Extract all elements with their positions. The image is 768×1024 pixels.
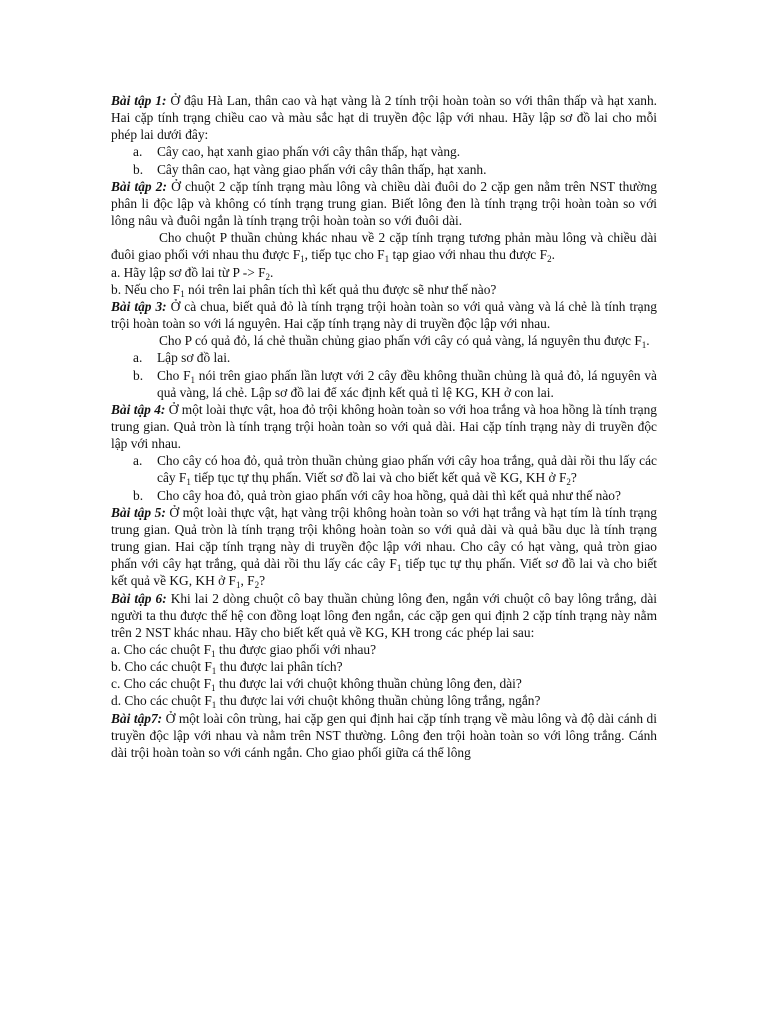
- exercise-text: Ở chuột 2 cặp tính trạng màu lông và chiều dài đuôi do 2 cặp gen nằm trên NST thường phân li độc lập và không có tính trạng trung gian. Biết lông đen là tính trạng trội hoàn toàn so với lông nâu và đuôi ngắn là tính trạng trội hoàn toàn so với đuôi dài.: [111, 178, 658, 229]
- text: tiếp tục tự thụ phấn. Viết sơ đồ lai và cho biết kết quả về KG, KH ở F: [190, 470, 567, 486]
- subscript: 1: [211, 700, 217, 711]
- list-marker: a.: [133, 144, 143, 160]
- subscript: 1: [211, 649, 216, 659]
- exercise-text: Ở cà chua, biết quả đỏ là tính trạng trội hoàn toàn so với quả vàng và lá chẻ là tính trạng trội hoàn toàn so với lá nguyên. Hai cặp tính trạng này di truyền độc lập với nhau.: [111, 298, 658, 332]
- exercise-3-paragraph: [111, 332, 657, 349]
- text: Cho P có quả đỏ, lá chẻ thuần chủng giao phấn với cây có quả vàng, lá nguyên thu được F: [159, 333, 642, 349]
- text: tiếp tục tự thụ phấn. Viết sơ đồ lai và cho biết kết quả về KG, KH ở F: [111, 556, 657, 589]
- exercise-2-question-a: [111, 264, 657, 281]
- list-marker: a.: [133, 350, 143, 366]
- exercise-4: [111, 401, 657, 452]
- text: ?: [259, 573, 266, 589]
- subscript: 2: [547, 254, 552, 265]
- exercise-6: [111, 590, 657, 641]
- exercise-text: Ở đậu Hà Lan, thân cao và hạt vàng là 2 tính trội hoàn toàn so với thân thấp và hạt xanh. Hai cặp tính trạng chiều cao và màu sắc hạt di truyền độc lập với nhau. Hãy lập sơ đồ lai cho mỗi phép lai dưới đây:: [111, 93, 657, 143]
- list-item-text: Lập sơ đồ lai.: [157, 350, 231, 366]
- exercise-text: Khi lai 2 dòng chuột cô bay thuần chủng lông đen, ngắn với chuột cô bay lông trắng, dài người ta thu được thế hệ con đồng loạt lông đen ngắn, các cặp gen qui định 2 cặp tính trạng này nằm trên 2 NST khác nhau. Hãy cho biết kết quả về KG, KH trong các phép lai sau:: [111, 590, 658, 640]
- text: thu được lai với chuột không thuần chủng lông trắng, ngắn?: [216, 693, 541, 709]
- list-item: [111, 143, 657, 160]
- text: Cho cây có hoa đỏ, quả tròn thuần chủng giao phấn với cây hoa trắng, quả dài rồi thu lấy các cây F: [157, 453, 657, 486]
- exercise-6-question-b: [111, 658, 657, 675]
- exercise-3: [111, 298, 657, 332]
- subscript: 1: [396, 563, 402, 574]
- text: .: [270, 264, 274, 280]
- text: .: [551, 247, 555, 263]
- list-item: [111, 452, 657, 486]
- text: , F: [240, 573, 255, 589]
- list-item: [111, 161, 657, 178]
- text: Cho chuột P thuần chủng khác nhau về 2 cặp tính trạng tương phản màu lông và chiều dài đuôi giao phối với nhau thu được F: [111, 230, 657, 263]
- text: Cho F: [157, 367, 191, 383]
- exercise-4-list: [111, 452, 657, 503]
- text: nói trên lai phân tích thì kết quả thu được sẽ như thế nào?: [184, 281, 497, 297]
- subscript: 1: [384, 254, 390, 265]
- exercise-title: Bài tập 1:: [111, 93, 167, 108]
- list-item-text: Cây thân cao, hạt vàng giao phấn với cây thân thấp, hạt xanh.: [157, 161, 487, 177]
- subscript: 1: [180, 288, 185, 299]
- subscript: 1: [211, 666, 217, 677]
- subscript: 1: [235, 580, 241, 591]
- list-item-text: Cho cây hoa đỏ, quả tròn giao phấn với cây hoa hồng, quả dài thì kết quả như thế nào?: [157, 487, 621, 503]
- text: thu được giao phối với nhau?: [215, 642, 377, 657]
- exercise-title: Bài tập 4:: [111, 401, 166, 417]
- subscript: 2: [566, 477, 571, 488]
- exercise-5: [111, 504, 657, 590]
- text: b. Nếu cho F: [111, 281, 181, 297]
- exercise-text: Ở một loài côn trùng, hai cặp gen qui định hai cặp tính trạng về màu lông và độ dài cánh di truyền độc lập với nhau và nằm trên NST thường. Lông đen trội hoàn toàn so với lông trắng. Cánh dài trội hoàn toàn so với cánh ngắn. Cho giao phối giữa cá thể lông: [111, 710, 657, 760]
- text: Ở một loài thực vật, hạt vàng trội không hoàn toàn so với hạt trắng và hạt tím là tính trạng trung gian. Quả tròn là tính trạng trội không hoàn toàn so với quả dài và quả bầu dục là tính trạng trung gian. Hai cặp tính trạng này di truyền độc lập với nhau. Cho cây có hạt vàng, quả tròn giao phấn với cây hạt trắng, quả dài rồi thu lấy các cây F: [111, 504, 657, 572]
- list-marker: b.: [133, 367, 144, 383]
- exercise-7: [111, 710, 657, 761]
- text: a. Hãy lập sơ đồ lai từ P -> F: [111, 264, 266, 280]
- exercise-1-list: [111, 143, 657, 177]
- subscript: 1: [186, 477, 191, 488]
- text: d. Cho các chuột F: [111, 693, 212, 709]
- document-page: [111, 92, 657, 761]
- text: nói trên giao phấn lần lượt với 2 cây đều không thuần chủng là quả đỏ, lá nguyên và quả vàng, lá chẻ. Lập sơ đồ lai để xác định kết quả tỉ lệ KG, KH ở con lai.: [157, 367, 657, 400]
- exercise-2-question-b: [111, 281, 657, 298]
- exercise-title: Bài tập7:: [111, 710, 163, 726]
- list-marker: b.: [133, 487, 144, 503]
- text: thu được lai phân tích?: [216, 659, 343, 675]
- exercise-title: Bài tập 5:: [111, 504, 166, 520]
- subscript: 2: [254, 580, 260, 591]
- text: .: [646, 333, 650, 349]
- exercise-3-list: [111, 349, 657, 400]
- list-item: [111, 367, 657, 401]
- exercise-title: Bài tập 2:: [111, 178, 167, 194]
- exercise-6-question-a: [111, 641, 657, 658]
- list-item: [111, 349, 657, 366]
- exercise-2-paragraph: [111, 229, 657, 263]
- subscript: 1: [211, 683, 216, 694]
- text: tạp giao với nhau thu được F: [389, 247, 548, 263]
- text: ?: [570, 470, 577, 486]
- text: b. Cho các chuột F: [111, 659, 212, 675]
- list-item: [111, 487, 657, 504]
- subscript: 1: [641, 340, 647, 351]
- list-item-text: Cây cao, hạt xanh giao phấn với cây thân thấp, hạt vàng.: [157, 144, 461, 160]
- list-marker: b.: [133, 161, 144, 177]
- text: thu được lai với chuột không thuần chủng lông đen, dài?: [215, 676, 522, 692]
- list-marker: a.: [133, 453, 143, 469]
- subscript: 2: [265, 271, 271, 282]
- exercise-2: [111, 178, 657, 229]
- exercise-6-question-c: [111, 675, 657, 692]
- subscript: 1: [190, 374, 196, 385]
- subscript: 1: [300, 254, 305, 265]
- text: , tiếp tục cho F: [304, 247, 385, 263]
- exercise-text: Ở một loài thực vật, hoa đỏ trội không hoàn toàn so với hoa trắng và hoa hồng là tính trạng trung gian. Quả tròn là tính trạng trội hoàn toàn so với quả dài. Hai cặp tính trạng này di truyền độc lập với nhau.: [111, 401, 657, 452]
- exercise-1: [111, 92, 657, 143]
- exercise-6-question-d: [111, 692, 657, 709]
- exercise-title: Bài tập 6:: [111, 590, 167, 606]
- text: c. Cho các chuột F: [111, 676, 212, 692]
- exercise-title: Bài tập 3:: [111, 298, 167, 314]
- text: a. Cho các chuột F: [111, 642, 212, 657]
